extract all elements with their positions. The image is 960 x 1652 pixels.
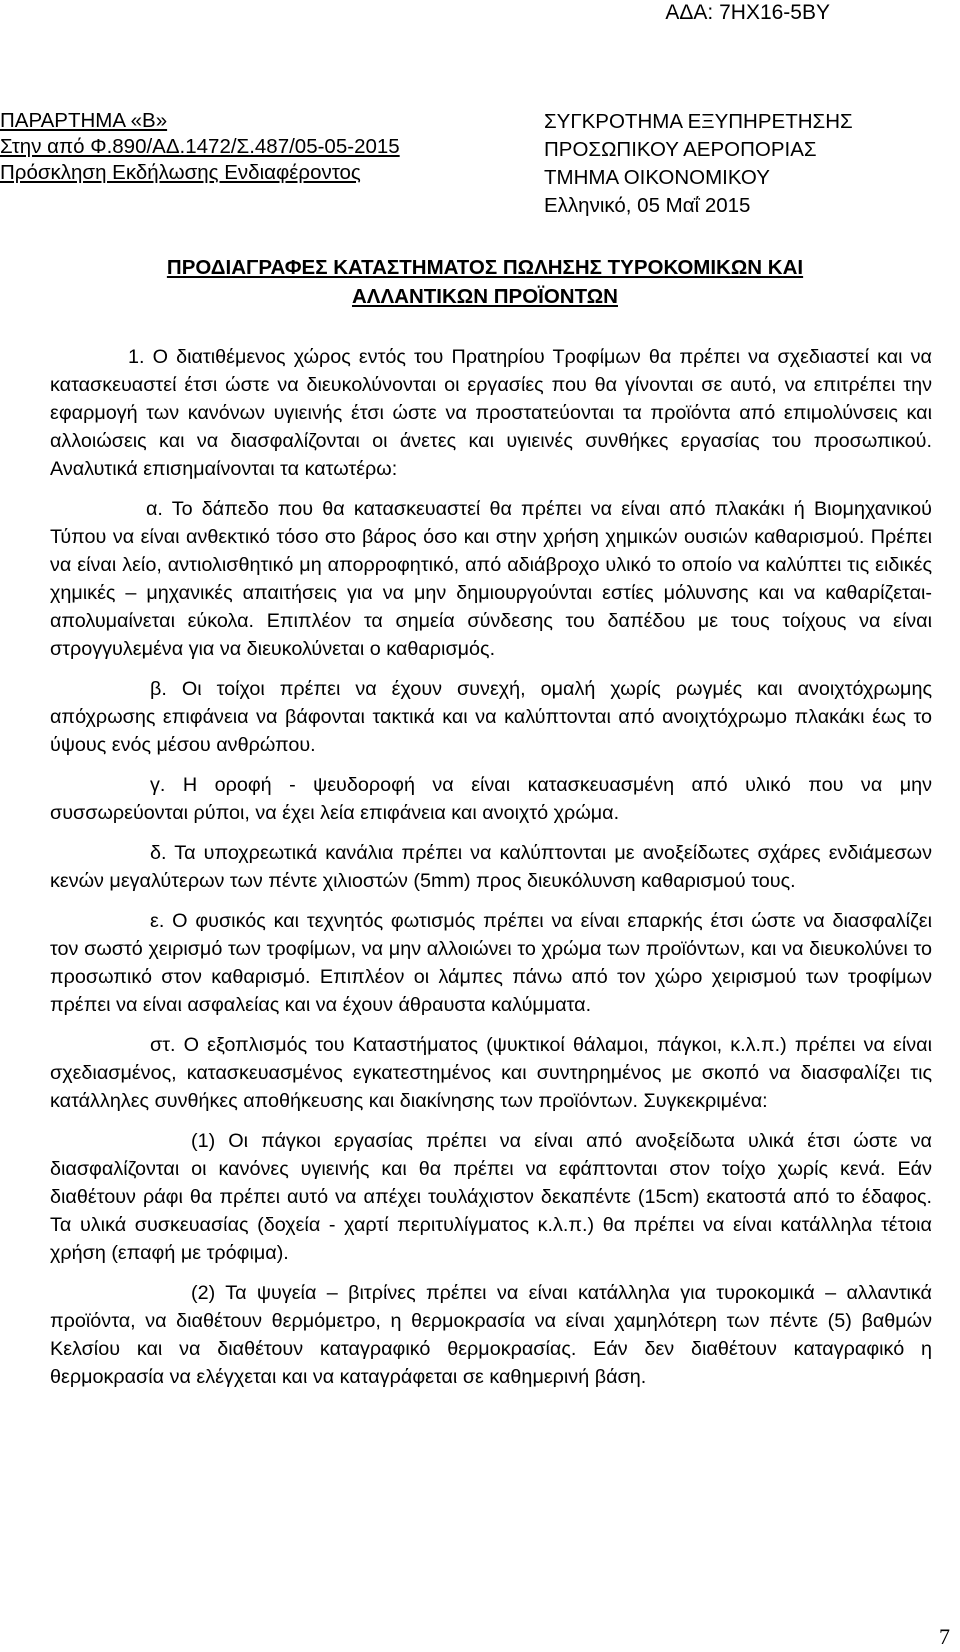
- annex-document-ref: Στην από Φ.890/ΑΔ.1472/Σ.487/05-05-2015: [0, 135, 400, 158]
- issuer-line-1: ΣΥΓΚΡΟΤΗΜΑ ΕΞΥΠΗΡΕΤΗΣΗΣ: [544, 110, 853, 133]
- paragraph-a: α. Το δάπεδο που θα κατασκευαστεί θα πρέπει να είναι από πλακάκι ή Βιομηχανικού Τύπου να είναι ανθεκτικό τόσο στο βάρος όσο και στην χρήση χημικών ουσιών καθαρισμού. Πρέπει να είναι λείο, αντιολισθητικό μη απορροφητικό, από αδιάβροχο υλικό το οποίο να καλύπτει τις ειδικές χημικές – μηχανικές απαιτήσεις για να μην δημιουργούνται εστίες μόλυνσης και να καθαρίζεται- απολυμαίνεται εύκολα. Επιπλέον τα σημεία σύνδεσης του δαπέδου με τους τοίχους να είναι στρογγυλεμένα για να διευκολύνεται ο καθαρισμός.: [50, 498, 932, 660]
- annex-title: ΠΑΡΑΡΤΗΜΑ «Β»: [0, 109, 168, 132]
- page-number: 7: [939, 1624, 950, 1649]
- issuer-department: ΤΜΗΜΑ ΟΙΚΟΝΟΜΙΚΟΥ: [544, 166, 770, 189]
- document-title: [90, 253, 880, 311]
- paragraph-1: 1. Ο διατιθέμενος χώρος εντός του Πρατηρίου Τροφίμων θα πρέπει να σχεδιαστεί και να κατασκευαστεί έτσι ώστε να διευκολύνονται οι εργασίες που θα γίνονται σε αυτό, να επιτρέπει την εφαρμογή των κανόνων υγιεινής έτσι ώστε να προστατεύονται τα προϊόντα από επιμολύνσεις και αλλοιώσεις και να διασφαλίζονται οι άνετες και υγιεινές συνθήκες εργασίας του προσωπικού. Αναλυτικά επισημαίνονται τα κατωτέρω:: [50, 346, 932, 480]
- issuer-line-2: ΠΡΟΣΩΠΙΚΟΥ ΑΕΡΟΠΟΡΙΑΣ: [544, 138, 817, 161]
- issuer-block: [544, 108, 853, 220]
- annex-invitation: Πρόσκληση Εκδήλωσης Ενδιαφέροντος: [0, 161, 361, 184]
- paragraph-st: στ. Ο εξοπλισμός του Καταστήματος (ψυκτικοί θάλαμοι, πάγκοι, κ.λ.π.) πρέπει να είναι σχεδιασμένος, κατασκευασμένος εγκατεστημένος και συντηρημένος με σκοπό να διασφαλίζει τις κατάλληλες συνθήκες αποθήκευσης και διακίνησης των προϊόντων. Συγκεκριμένα:: [50, 1034, 932, 1112]
- title-line-1: ΠΡΟΔΙΑΓΡΑΦΕΣ ΚΑΤΑΣΤΗΜΑΤΟΣ ΠΩΛΗΣΗΣ ΤΥΡΟΚΟΜΙΚΩΝ ΚΑΙ: [166, 256, 804, 279]
- ada-code: ΑΔΑ: 7ΗΧ16-5ΒΥ: [665, 1, 830, 24]
- paragraph-item-1: (1) Οι πάγκοι εργασίας πρέπει να είναι από ανοξείδωτα υλικά έτσι ώστε να διασφαλίζονται οι κανόνες υγιεινής και θα πρέπει να εφάπτονται στον τοίχο χωρίς κενά. Εάν διαθέτουν ράφι θα πρέπει αυτό να απέχει τουλάχιστον δεκαπέντε (15cm) εκατοστά από το έδαφος. Τα υλικά συσκευασίας (δοχεία - χαρτί περιτυλίγματος κ.λ.π.) θα πρέπει να είναι κατάλληλα τέτοια χρήση (επαφή με τρόφιμα).: [50, 1130, 932, 1264]
- paragraph-e: ε. Ο φυσικός και τεχνητός φωτισμός πρέπει να είναι επαρκής έτσι ώστε να διασφαλίζει τον σωστό χειρισμό των τροφίμων, να μην αλλοιώνει το χρώμα των προϊόντων, και να διευκολύνει το προσωπικό στον καθαρισμό. Επιπλέον οι λάμπες πάνω από τον χώρο χειρισμού των τροφίμων πρέπει να είναι ασφαλείας και να έχουν άθραυστα καλύμματα.: [50, 910, 932, 1016]
- annex-reference: [0, 108, 400, 186]
- title-line-2: ΑΛΛΑΝΤΙΚΩΝ ΠΡΟΪΟΝΤΩΝ: [352, 285, 618, 308]
- paragraph-c: γ. Η οροφή - ψευδοροφή να είναι κατασκευασμένη από υλικό που να μην συσσωρεύονται ρύποι, να έχει λεία επιφάνεια και ανοιχτό χρώμα.: [50, 774, 932, 824]
- paragraph-d: δ. Τα υποχρεωτικά κανάλια πρέπει να καλύπτονται με ανοξείδωτες σχάρες ενδιάμεσων κενών μεγαλύτερων των πέντε χιλιοστών (5mm) προς διευκόλυνση καθαρισμού τους.: [50, 842, 932, 892]
- place-date: Ελληνικό, 05 Μαΐ 2015: [544, 194, 751, 217]
- paragraph-b: β. Οι τοίχοι πρέπει να έχουν συνεχή, ομαλή χωρίς ρωγμές και ανοιχτόχρωμης απόχρωσης επιφάνεια να βάφονται τακτικά και να καλύπτονται από ανοιχτόχρωμο πλακάκι έως το ύψους ενός μέσου ανθρώπου.: [50, 678, 932, 756]
- document-body: [50, 343, 932, 1391]
- paragraph-item-2: (2) Τα ψυγεία – βιτρίνες πρέπει να είναι κατάλληλα για τυροκομικά – αλλαντικά προϊόντα, να διαθέτουν θερμόμετρο, η θερμοκρασία να είναι χαμηλότερη των πέντε (5) βαθμών Κελσίου και να διαθέτουν καταγραφικό θερμοκρασίας. Εάν δεν διαθέτουν καταγραφικό η θερμοκρασία να ελέγχεται και να καταγράφεται σε καθημερινή βάση.: [50, 1282, 932, 1388]
